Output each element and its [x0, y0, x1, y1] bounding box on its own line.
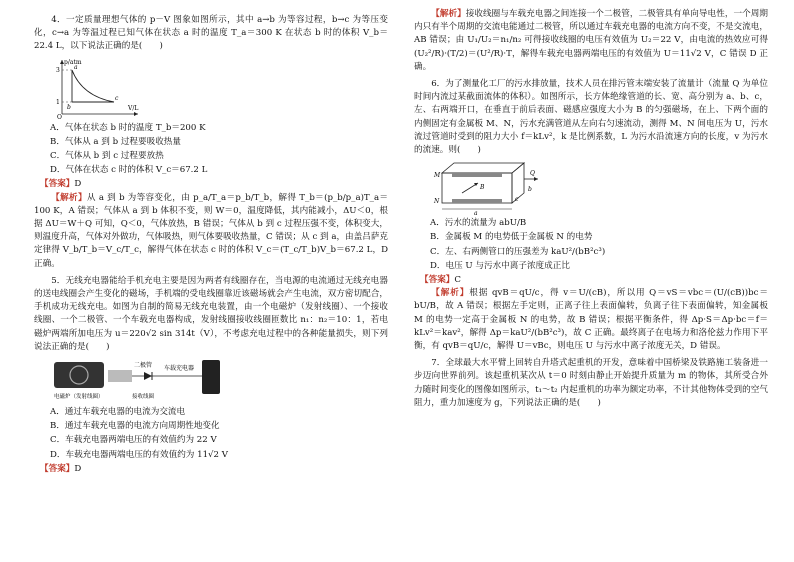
q5-option-c: C．车载充电器两端电压的有效值约为 22 V [50, 435, 217, 446]
q4-answer-line [40, 178, 388, 191]
q6-option-d: D．电压 U 与污水中离子浓度成正比 [430, 260, 570, 271]
q6-label-a: a [474, 210, 478, 216]
q4-analysis-tag: 【解析】 [51, 192, 87, 203]
q5-analysis-text: 接收线圈与车载充电器之间连接一个二极管，二极管具有单向导电性，一个周期内只有半个周期的交流电能通过二极管，所以通过车载充电器的电流方向不变，不是交流电，AB 错误；由 U₁/U₂＝n₁/n₂ 可得接收线圈的电压有效值为 U₂＝22 V，由电流的热效应可得 (U₂²/R)·(T/2)＝(U²/R)·T，解得车载充电器两端电压的有效值为 U＝11√2 V，C 错误 D 正确。 [414, 9, 768, 72]
q6-label-m: M [434, 172, 441, 180]
q5-analysis-tag: 【解析】 [431, 9, 466, 19]
q6-label-q: Q [530, 170, 535, 178]
q5-analysis [414, 8, 768, 74]
q6-answer-tag: 【答案】 [420, 275, 455, 286]
q6-label-b: b [528, 186, 532, 194]
q4-graph-tick-3: 3 [56, 66, 60, 74]
q4-option-d: D．气体在状态 c 时的体积 V_c＝67.2 L [50, 165, 208, 176]
q5-stem: 5．无线充电器能给手机充电主要是因为两者有线圈存在，当电源的电流通过无线充电器的送电线圈会产生变化的磁场，手机端的受电线圈靠近该磁场就会产生电流，双方密切配合，手机成功无线充电。如图为自制的简易无线充电装置，由一个电磁炉（发射线圈）、一个接收线圈、一个二极管、一个车载充电器构成，发射线圈接收线圈匝数比 n₁：n₂＝10：1，若电磁炉两端所加电压为 u＝220√2 sin 314t（V），不考虑充电过程中的各种能量损失，则下列说法正确的是( ) [34, 275, 388, 352]
q4-option-b: B．气体从 a 到 b 过程要吸收热量 [50, 136, 181, 147]
q4-option-c: C．气体从 b 到 c 过程要放热 [50, 151, 164, 162]
q7-stem: 7．全球最大水平臂上回转自升塔式起重机的开发，意味着中国桥梁及铁路施工装备进一步迈向世界前列。该起重机某次从 t＝0 时刻由静止开始提升质量为 m 的物体，其所受合外力随时间变化的图像如图所示，t₁～t₂ 内起重机的功率为额定功率，不计其他物体受到的空气阻力，重力加速度为 g，下列说法正确的是( ) [414, 358, 768, 408]
q6-stem: 6．为了测量化工厂的污水排放量，技术人员在排污管末端安装了流量计（流量 Q 为单位时间内流过某截面流体的体积）。如图所示，长方体绝缘管道的长、宽、高分别为 a、b、c，左、右两端开口，在垂直于前后表面、磁感应强度大小为 B 的匀强磁场，在上、下两个面的内侧固定有金属板 M、N，污水充满管道从左向右匀速流动，测得 M、N 间电压为 U，污水流过管道时受到的阻力大小 f＝kLv²，k 是比例系数，L 为污水沿流速方向的长度，v 为污水的流速。则( ) [414, 79, 768, 156]
q5-label-induction: 电磁炉（发射线圈） [54, 394, 104, 401]
q6-answer: C [454, 275, 461, 286]
q6-option-a: A．污水的流量为 abU/B [430, 218, 527, 229]
q4-point-c: c [115, 94, 119, 102]
q4-point-a: a [74, 63, 78, 71]
q6-option-c: C．左、右两侧管口的压强差为 kaU²/(bB²c³) [430, 246, 606, 257]
q6-analysis-tag: 【解析】 [431, 288, 470, 299]
q5-option-b: B．通过车载充电器的电流方向周期性地变化 [50, 421, 220, 432]
q4-graph-tick-1: 1 [56, 98, 60, 106]
left-column [34, 0, 388, 476]
q6-analysis [414, 287, 768, 353]
q4-option-a: A．气体在状态 b 时的温度 T_b＝200 K [50, 122, 206, 133]
q6-label-c: c [515, 196, 519, 204]
q6-flowmeter-figure [432, 159, 542, 215]
q5-label-diode: 二极管 [134, 362, 153, 370]
q4-answer: D [74, 179, 82, 190]
q6-label-b-field: B [480, 184, 485, 192]
q4-analysis-text: 从 a 到 b 为等容变化，由 p_a/T_a＝p_b/T_b，解得 T_b＝(p_b/p_a)T_a＝100 K，A 错误；气体从 a 到 b 体积不变，则 W＝0，温度降低，其内能减小，ΔU＜0，根据 ΔU＝W＋Q 可知，Q＜0，气体放热，B 错误；气体从 b 到 c 过程压强不变，体积变大，则温度升高，气体对外做功，气体吸热，则气体要吸收热量，C 错误；从 c 到 a，由盖吕萨克定律得 V_b/T_b＝V_c/T_c，解得气体在状态 c 时的体积 V_c＝(T_c/T_b)V_b＝67.2 L，D 正确。 [34, 192, 389, 269]
q5-label-receiver: 接收线圈 [132, 394, 155, 401]
q6-option-b: B．金属板 M 的电势低于金属板 N 的电势 [430, 232, 593, 243]
q4-answer-tag: 【答案】 [40, 179, 75, 190]
q4-stem: 4．一定质量理想气体的 p－V 图象如图所示，其中 a→b 为等容过程，b→c 为等压变化，c→a 为等温过程已知气体在状态 a 时的温度 T_a＝300 K 在状态 b 时的体积 V_b＝22.4 L，以下说法正确的是( ) [34, 15, 388, 52]
q5-answer-line [40, 463, 388, 476]
q4-point-b: b [67, 103, 71, 111]
q6-label-n: N [434, 198, 440, 206]
q6-answer-line [420, 274, 768, 287]
q5-label-charger: 车载充电器 [164, 365, 195, 373]
q4-graph-x-unit: V/L [128, 104, 139, 112]
q5-option-d: D．车载充电器两端电压的有效值约为 11√2 V [50, 449, 228, 460]
q6-analysis-text: 根据 qvB＝qU/c，得 v＝U/(cB)，所以用 Q＝vS＝vbc＝(U/(cB))bc＝bU/B，故 A 错误；根据左手定则，正离子往上表面偏转，负离子往下表面偏转，知金属板 M 的电势一定高于金属板 N 的电势，故 B 错误；根据平衡条件，得 Δp·S＝Δp·bc＝f＝kLv²＝kav²，解得 Δp＝kaU²/(bB²c³)，故 C 正确。最终离子在电场力和洛伦兹力作用下平衡，有 qvB＝qU/c，解得 U＝vBc，则电压 U 与污水中离子浓度无关，D 错误。 [414, 288, 768, 352]
q5-charger-figure [52, 356, 252, 404]
q4-graph-origin: O [57, 113, 62, 120]
q5-option-a: A．通过车载充电器的电流为交流电 [50, 407, 186, 418]
right-column [414, 0, 768, 410]
q4-analysis [34, 192, 388, 271]
q5-answer: D [74, 463, 82, 474]
q4-graph-y-unit: p/atm [64, 58, 82, 66]
q4-pv-graph [52, 56, 142, 120]
q5-answer-tag: 【答案】 [40, 463, 75, 474]
